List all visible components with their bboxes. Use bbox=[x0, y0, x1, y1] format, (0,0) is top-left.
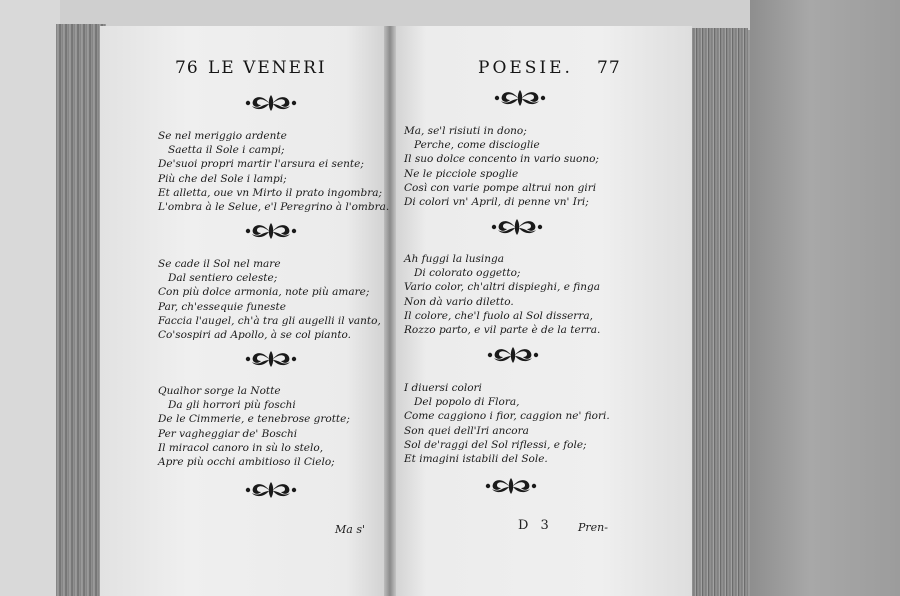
fleuron-ornament-icon bbox=[490, 215, 544, 239]
verse-line: Rozzo parto, e vil parte è de la terra. bbox=[404, 324, 601, 337]
verse-line: Da gli horrori più foschi bbox=[168, 399, 296, 412]
catchword: Pren- bbox=[578, 521, 608, 534]
fleuron-ornament-icon bbox=[244, 219, 298, 243]
catchword: Ma s' bbox=[335, 523, 365, 536]
verse-line: I diuersi colori bbox=[404, 382, 482, 394]
verse-line: Se cade il Sol nel mare bbox=[158, 258, 281, 270]
background bbox=[750, 0, 900, 596]
verse-line: Il miracol canoro in sù lo stelo, bbox=[158, 441, 324, 454]
stanza bbox=[404, 252, 600, 337]
verse-line: De le Cimmerie, e tenebrose grotte; bbox=[158, 413, 350, 426]
verse-line: Come caggiono i fior, caggion ne' fiori. bbox=[404, 410, 610, 423]
fleuron-ornament-icon bbox=[486, 343, 540, 367]
verse-line: Apre più occhi ambitioso il Cielo; bbox=[158, 456, 335, 469]
verse-line: Non dà vario diletto. bbox=[404, 295, 514, 308]
fleuron-ornament-icon bbox=[244, 91, 298, 115]
verse-line: Et imagini istabili del Sole. bbox=[404, 453, 548, 466]
verse-line: Ma, se'l risiuti in dono; bbox=[404, 125, 527, 137]
verse-line: Di colorato oggetto; bbox=[414, 267, 521, 280]
stanza bbox=[158, 257, 381, 342]
verse-line: L'ombra à le Selue, e'l Peregrino à l'ombra. bbox=[158, 201, 390, 214]
fleuron-ornament-icon bbox=[244, 478, 298, 502]
verse-line: Co'sospiri ad Apollo, à se col pianto. bbox=[158, 329, 352, 342]
fleuron-ornament-icon bbox=[244, 347, 298, 371]
fleuron-ornament-icon bbox=[484, 474, 538, 498]
book-fore-edge-left bbox=[56, 24, 106, 596]
left-page-number: 76 bbox=[175, 58, 199, 78]
verse-line: De'suoi propri martir l'arsura ei sente; bbox=[158, 158, 364, 171]
verse-line: Così con varie pompe altrui non giri bbox=[404, 181, 597, 194]
book-fore-edge-right bbox=[690, 28, 748, 596]
book-gutter bbox=[384, 26, 396, 596]
right-page-number: 77 bbox=[597, 58, 621, 78]
verse-line: Per vagheggiar de' Boschi bbox=[158, 427, 298, 440]
verse-line: Perche, come discioglie bbox=[414, 139, 540, 152]
verse-line: Vario color, ch'altri dispieghi, e finga bbox=[404, 281, 600, 294]
verse-line: Qualhor sorge la Notte bbox=[158, 385, 281, 397]
verse-line: Par, ch'essequie funeste bbox=[158, 300, 286, 313]
left-running-head: LE VENERI bbox=[208, 58, 327, 78]
background bbox=[0, 0, 60, 596]
verse-line: Son quei dell'Iri ancora bbox=[404, 424, 529, 437]
stanza bbox=[404, 124, 599, 209]
verse-line: Del popolo di Flora, bbox=[414, 396, 520, 409]
stanza bbox=[158, 129, 389, 214]
verse-line: Ah fuggi la lusinga bbox=[404, 253, 505, 265]
verse-line: Se nel meriggio ardente bbox=[158, 130, 287, 142]
stanza bbox=[158, 384, 350, 469]
verse-line: Dal sentiero celeste; bbox=[168, 272, 278, 285]
verse-line: Et alletta, oue vn Mirto il prato ingombra; bbox=[158, 186, 383, 199]
verse-line: Il colore, che'l fuolo al Sol disserra, bbox=[404, 309, 593, 322]
verse-line: Ne le picciole spoglie bbox=[404, 167, 519, 180]
signature-mark: D 3 bbox=[518, 518, 553, 533]
verse-line: Di colori vn' April, di penne vn' Iri; bbox=[404, 196, 589, 209]
verse-line: Sol de'raggi del Sol riflessi, e fole; bbox=[404, 438, 587, 451]
verse-line: Con più dolce armonia, note più amare; bbox=[158, 286, 370, 299]
right-running-head: POESIE. bbox=[478, 58, 573, 78]
verse-line: Faccia l'augel, ch'à tra gli augelli il vanto, bbox=[158, 314, 381, 327]
verse-line: Saetta il Sole i campi; bbox=[168, 144, 285, 157]
verse-line: Il suo dolce concento in vario suono; bbox=[404, 153, 599, 166]
fleuron-ornament-icon bbox=[493, 86, 547, 110]
verse-line: Più che del Sole i lampi; bbox=[158, 172, 287, 185]
stanza bbox=[404, 381, 610, 466]
